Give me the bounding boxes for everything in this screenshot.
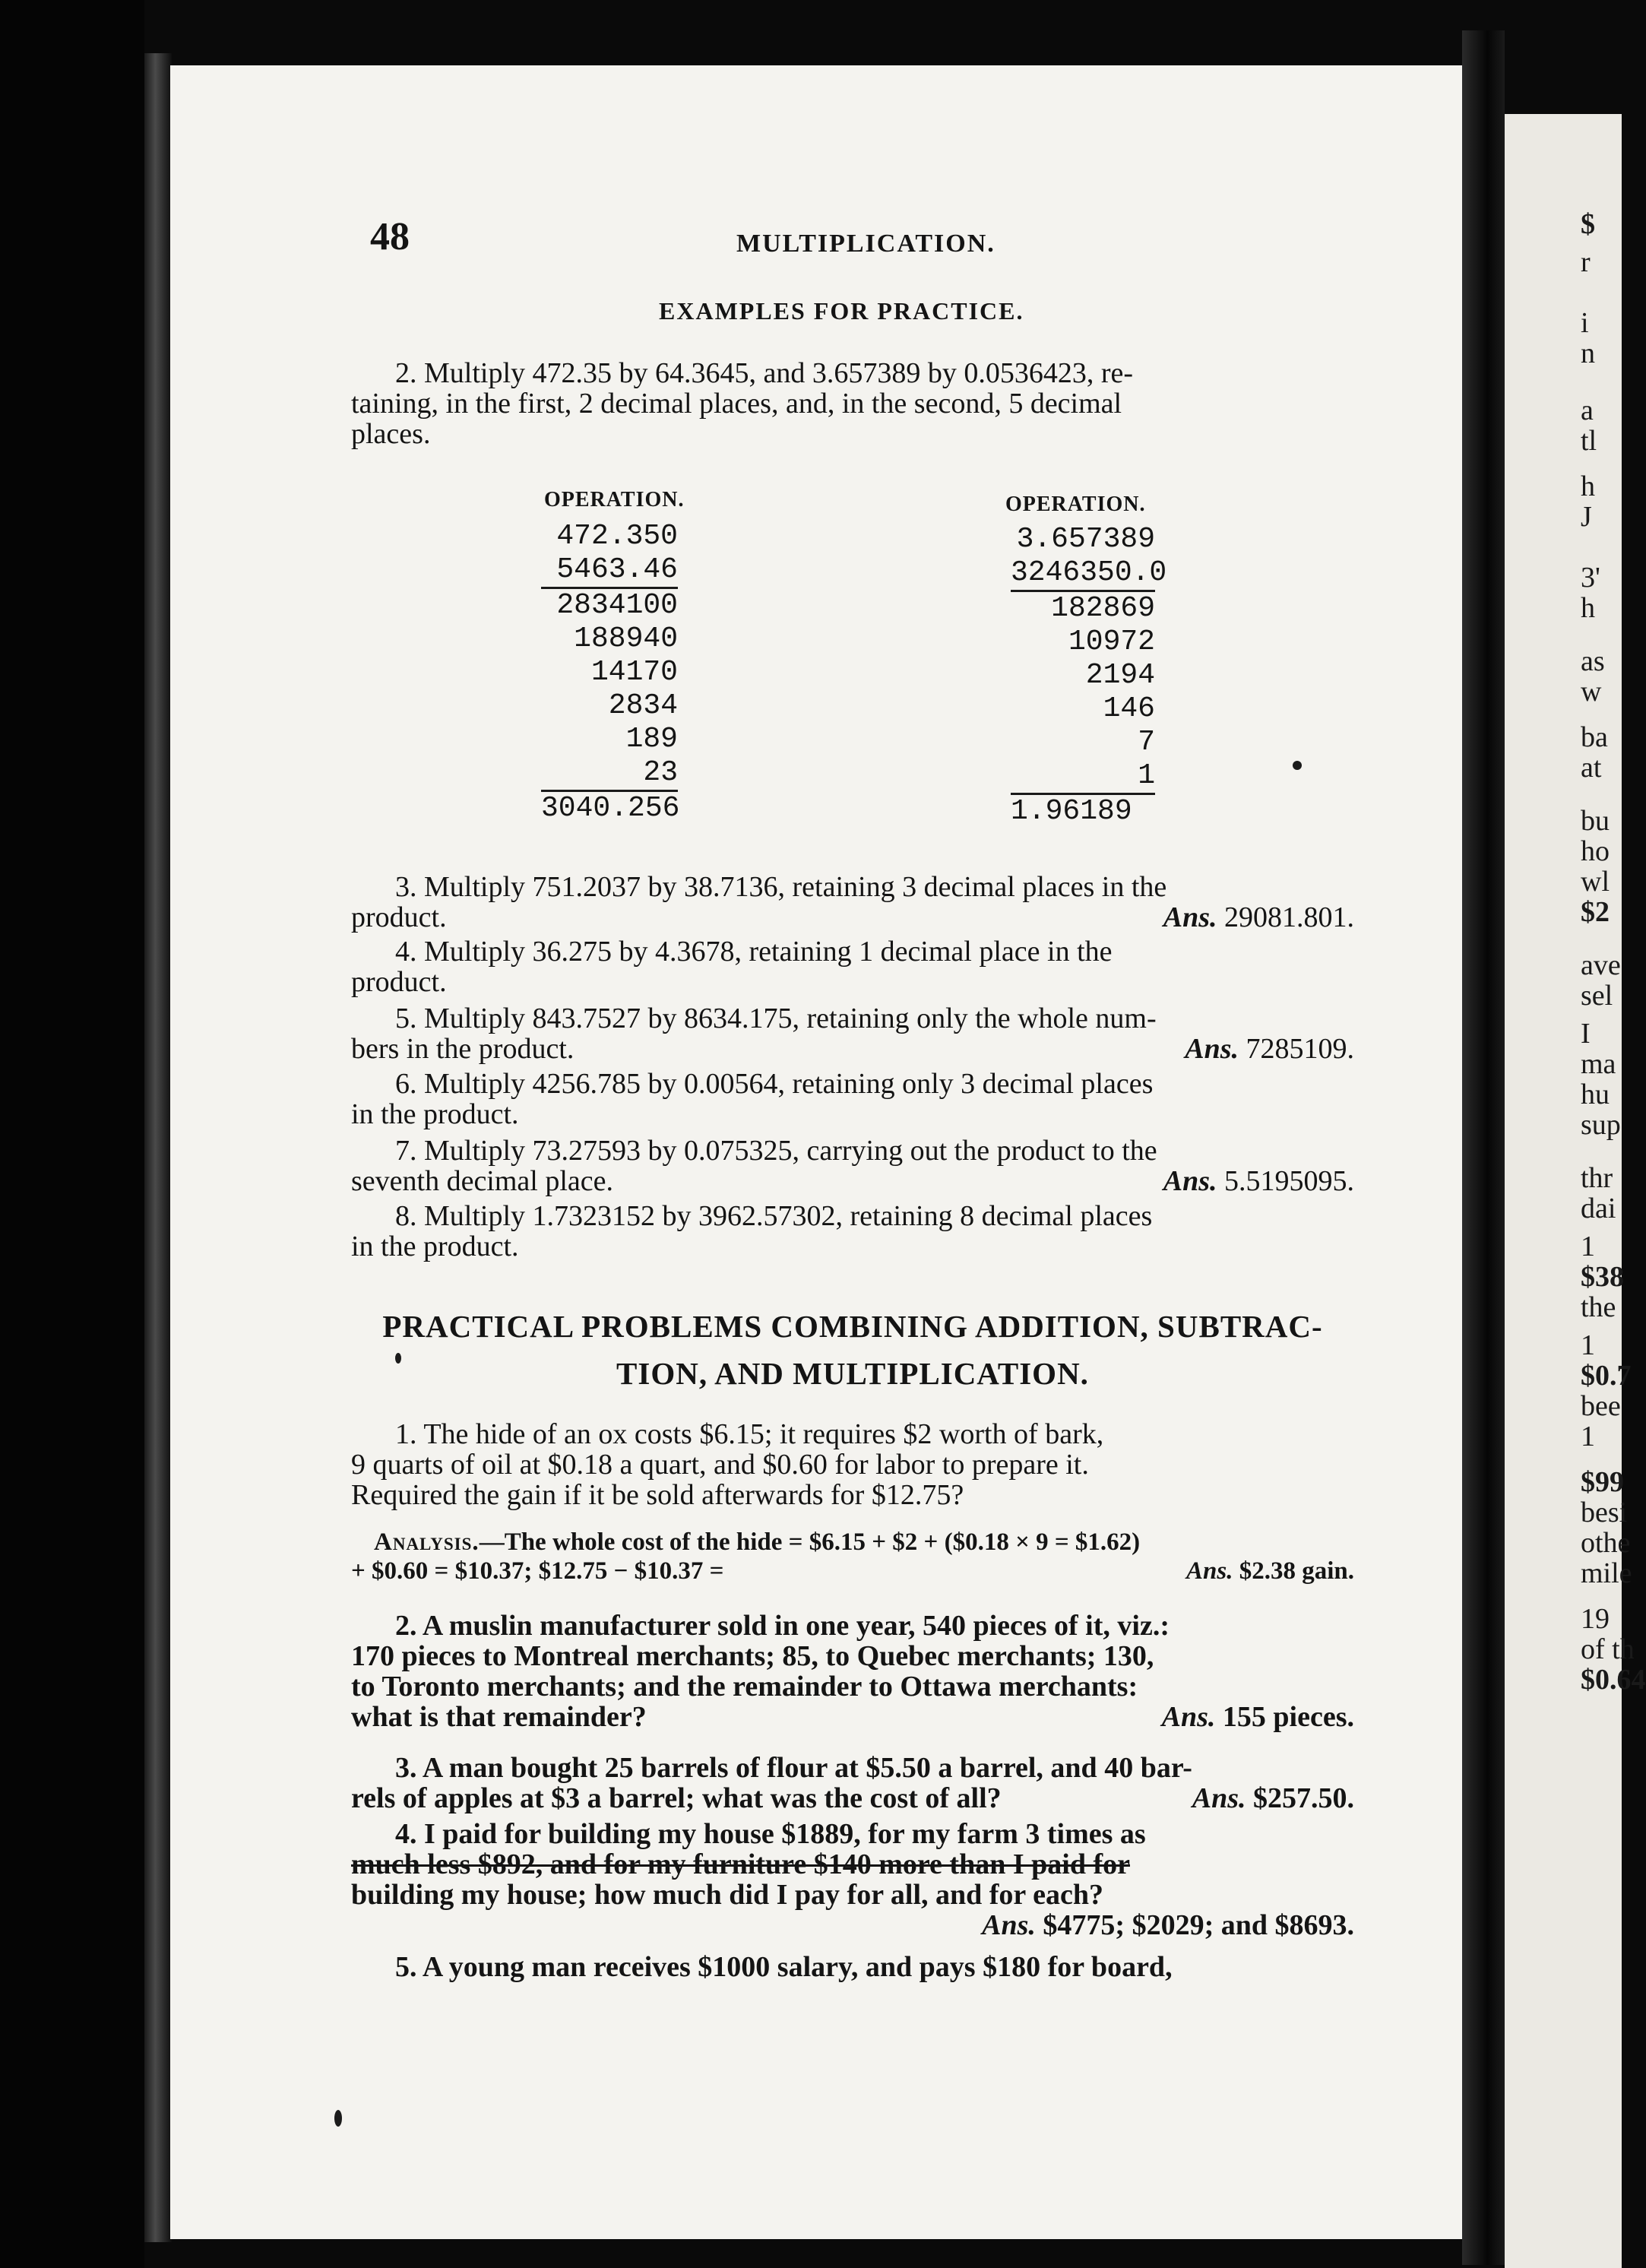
problem-1 bbox=[351, 1419, 1354, 1510]
facing-page-fragment: ma bbox=[1581, 1048, 1616, 1080]
facing-page-fragment: h bbox=[1581, 470, 1595, 502]
heading-line: TION, AND MULTIPLICATION. bbox=[616, 1356, 1089, 1391]
book-gutter bbox=[1462, 30, 1505, 2265]
answer-value: 7285109. bbox=[1246, 1033, 1354, 1065]
page-edge bbox=[144, 53, 172, 2242]
facing-page-fragment: I bbox=[1581, 1018, 1591, 1050]
operation-label-right: OPERATION. bbox=[1005, 493, 1146, 516]
problem-line: 1. The hide of an ox costs $6.15; it requires $2 worth of bark, bbox=[395, 1418, 1104, 1450]
example-2 bbox=[351, 358, 1354, 449]
example-4 bbox=[351, 936, 1354, 997]
facing-page-fragment: a bbox=[1581, 394, 1594, 426]
running-head: MULTIPLICATION. bbox=[736, 230, 996, 258]
example-line: product. bbox=[351, 966, 447, 998]
facing-page-fragment: the bbox=[1581, 1291, 1616, 1323]
problem-3 bbox=[351, 1753, 1354, 1813]
facing-page-fragment: sup bbox=[1581, 1109, 1621, 1141]
facing-page-edge bbox=[1505, 114, 1646, 2268]
example-line: 8. Multiply 1.7323152 by 3962.57302, retaining 8 decimal places bbox=[395, 1200, 1153, 1232]
scan-speck bbox=[1293, 761, 1302, 770]
facing-page-fragment: $ bbox=[1581, 208, 1595, 240]
partial-product: 2834 bbox=[608, 689, 678, 722]
example-5 bbox=[351, 1003, 1354, 1064]
factor: 472.350 bbox=[556, 520, 678, 553]
facing-page-fragment: ba bbox=[1581, 721, 1608, 753]
example-6 bbox=[351, 1069, 1354, 1129]
facing-page-fragment: w bbox=[1581, 676, 1602, 708]
facing-page-fragment: dai bbox=[1581, 1193, 1616, 1224]
facing-page-fragment: bee bbox=[1581, 1390, 1621, 1422]
operation-right bbox=[1011, 523, 1167, 828]
facing-page-fragment: 1 bbox=[1581, 1329, 1595, 1361]
problem-line: rels of apples at $3 a barrel; what was the cost of all? bbox=[351, 1782, 1002, 1814]
answer bbox=[1192, 1783, 1354, 1813]
page-number: 48 bbox=[370, 215, 410, 258]
operation-left bbox=[541, 520, 678, 825]
problem-line: 3. A man bought 25 barrels of flour at $5.50 a barrel, and 40 bar- bbox=[395, 1752, 1192, 1784]
example-2-line: taining, in the first, 2 decimal places, and, in the second, 5 decimal bbox=[351, 388, 1122, 420]
facing-page-fragment: othe bbox=[1581, 1527, 1631, 1559]
facing-page-fragment: J bbox=[1581, 501, 1592, 533]
scan-speck bbox=[395, 1353, 401, 1364]
partial-product: 14170 bbox=[590, 656, 678, 689]
answer-label: Ans. bbox=[1185, 1033, 1239, 1065]
partial-product: 146 bbox=[1103, 692, 1155, 725]
facing-page-fragment: $2 bbox=[1581, 896, 1610, 928]
example-2-line: places. bbox=[351, 418, 431, 450]
facing-page-fragment: tl bbox=[1581, 425, 1597, 457]
problem-line: what is that remainder? bbox=[351, 1701, 647, 1733]
facing-page-fragment: r bbox=[1581, 246, 1591, 278]
answer-value: 5.5195095. bbox=[1224, 1165, 1354, 1197]
facing-page-fragment: ave bbox=[1581, 949, 1621, 981]
problem-line: 9 quarts of oil at $0.18 a quart, and $0.60 for labor to prepare it. bbox=[351, 1449, 1089, 1481]
example-line: 6. Multiply 4256.785 by 0.00564, retaining only 3 decimal places bbox=[395, 1068, 1154, 1100]
example-line: 7. Multiply 73.27593 by 0.075325, carrying out the product to the bbox=[395, 1135, 1157, 1167]
example-line: bers in the product. bbox=[351, 1033, 575, 1065]
answer-label: Ans. bbox=[1186, 1557, 1233, 1585]
factor: 3246350.0 bbox=[1011, 556, 1167, 589]
answer bbox=[1162, 1702, 1354, 1732]
partial-product: 23 bbox=[643, 756, 678, 789]
answer bbox=[1186, 1557, 1354, 1585]
problem-line: 4. I paid for building my house $1889, for my farm 3 times as bbox=[395, 1818, 1146, 1850]
partial-product: 189 bbox=[625, 723, 678, 755]
partial-product: 188940 bbox=[574, 622, 678, 655]
facing-page-fragment: hu bbox=[1581, 1079, 1610, 1110]
facing-page-fragment: 3' bbox=[1581, 562, 1600, 594]
partial-product: 182869 bbox=[1051, 592, 1155, 625]
partial-product: 10972 bbox=[1068, 626, 1155, 658]
practical-problems-heading bbox=[351, 1303, 1354, 1397]
problem-line: to Toronto merchants; and the remainder to Ottawa merchants: bbox=[351, 1671, 1138, 1703]
factor: 5463.46 bbox=[556, 553, 678, 586]
example-line: seventh decimal place. bbox=[351, 1165, 614, 1197]
answer bbox=[1163, 1166, 1354, 1196]
partial-product: 7 bbox=[1138, 726, 1155, 759]
partial-product: 2194 bbox=[1085, 659, 1155, 692]
answer-label: Ans. bbox=[1163, 1165, 1217, 1197]
problem-4 bbox=[351, 1819, 1354, 1940]
facing-page-fragment: 1 bbox=[1581, 1421, 1595, 1452]
problem-line: 5. A young man receives $1000 salary, and pays $180 for board, bbox=[395, 1951, 1173, 1983]
factor: 3.657389 bbox=[1016, 523, 1155, 556]
problem-line: much less $892, and for my furniture $140 more than I paid for bbox=[351, 1848, 1130, 1880]
analysis bbox=[351, 1528, 1354, 1585]
answer-value: $2.38 gain. bbox=[1239, 1557, 1354, 1585]
scan-border bbox=[0, 0, 144, 2268]
partial-product: 1 bbox=[1138, 759, 1155, 792]
facing-page-fragment: $38 bbox=[1581, 1261, 1624, 1293]
example-line: product. bbox=[351, 901, 447, 933]
answer-label: Ans. bbox=[982, 1909, 1036, 1941]
facing-page-fragment: ho bbox=[1581, 835, 1610, 867]
answer-label: Ans. bbox=[1163, 901, 1217, 933]
facing-page-fragment: n bbox=[1581, 337, 1595, 369]
facing-page-fragment: sel bbox=[1581, 980, 1613, 1012]
analysis-label: Analysis. bbox=[374, 1528, 480, 1556]
partial-product: 2834100 bbox=[556, 589, 678, 622]
facing-page-fragment: $99 bbox=[1581, 1466, 1624, 1498]
example-3 bbox=[351, 872, 1354, 933]
scan-speck bbox=[334, 2110, 342, 2127]
facing-page-fragment: bu bbox=[1581, 805, 1610, 837]
example-line: in the product. bbox=[351, 1098, 519, 1130]
operation-result: 1.96189 bbox=[1011, 795, 1132, 828]
example-8 bbox=[351, 1201, 1354, 1262]
facing-page-fragment: at bbox=[1581, 752, 1602, 784]
operation-result: 3040.256 bbox=[541, 792, 680, 825]
problem-line: 2. A muslin manufacturer sold in one year, 540 pieces of it, viz.: bbox=[395, 1610, 1170, 1642]
answer-value: 155 pieces. bbox=[1222, 1701, 1354, 1733]
facing-page-fragment: besi bbox=[1581, 1497, 1628, 1528]
example-line: 3. Multiply 751.2037 by 38.7136, retaining 3 decimal places in the bbox=[395, 871, 1167, 903]
answer-value: $257.50. bbox=[1253, 1782, 1354, 1814]
heading-line: PRACTICAL PROBLEMS COMBINING ADDITION, SUBTRAC- bbox=[382, 1309, 1323, 1344]
answer-value: 29081.801. bbox=[1224, 901, 1354, 933]
answer bbox=[1163, 902, 1354, 933]
example-line: in the product. bbox=[351, 1231, 519, 1262]
facing-page-fragment: as bbox=[1581, 645, 1605, 677]
answer-label: Ans. bbox=[1161, 1701, 1216, 1733]
facing-page-fragment: $0.64 bbox=[1581, 1664, 1646, 1696]
problem-line: 170 pieces to Montreal merchants; 85, to Quebec merchants; 130, bbox=[351, 1640, 1154, 1672]
answer bbox=[1185, 1034, 1354, 1064]
analysis-text: —The whole cost of the hide = $6.15 + $2 + ($0.18 × 9 = $1.62) bbox=[479, 1528, 1141, 1556]
example-2-line: 2. Multiply 472.35 by 64.3645, and 3.657389 by 0.0536423, re- bbox=[395, 357, 1134, 389]
example-line: 5. Multiply 843.7527 by 8634.175, retaining only the whole num- bbox=[395, 1003, 1157, 1034]
analysis-text: + $0.60 = $10.37; $12.75 − $10.37 = bbox=[351, 1557, 724, 1585]
answer-label: Ans. bbox=[1192, 1782, 1246, 1814]
facing-page-fragment: 1 bbox=[1581, 1231, 1595, 1262]
facing-page-fragment: 19 bbox=[1581, 1603, 1610, 1635]
section-heading: EXAMPLES FOR PRACTICE. bbox=[659, 297, 1024, 325]
facing-page-fragment: h bbox=[1581, 592, 1595, 624]
problem-2 bbox=[351, 1611, 1354, 1732]
problem-line: Required the gain if it be sold afterwards for $12.75? bbox=[351, 1479, 964, 1511]
facing-page-fragment: thr bbox=[1581, 1162, 1613, 1194]
problem-line: building my house; how much did I pay for all, and for each? bbox=[351, 1879, 1103, 1911]
problem-5 bbox=[351, 1952, 1354, 1982]
answer bbox=[982, 1910, 1354, 1940]
facing-page-fragment: i bbox=[1581, 307, 1589, 339]
facing-page-fragment: of th bbox=[1581, 1633, 1635, 1665]
example-7 bbox=[351, 1136, 1354, 1196]
facing-page-fragment: $0.7 bbox=[1581, 1360, 1632, 1392]
facing-page-fragment: mile bbox=[1581, 1557, 1632, 1589]
facing-page-fragment: wl bbox=[1581, 866, 1610, 898]
operation-label-left: OPERATION. bbox=[544, 488, 685, 512]
example-line: 4. Multiply 36.275 by 4.3678, retaining 1 decimal place in the bbox=[395, 936, 1113, 968]
answer-value: $4775; $2029; and $8693. bbox=[1043, 1909, 1354, 1941]
